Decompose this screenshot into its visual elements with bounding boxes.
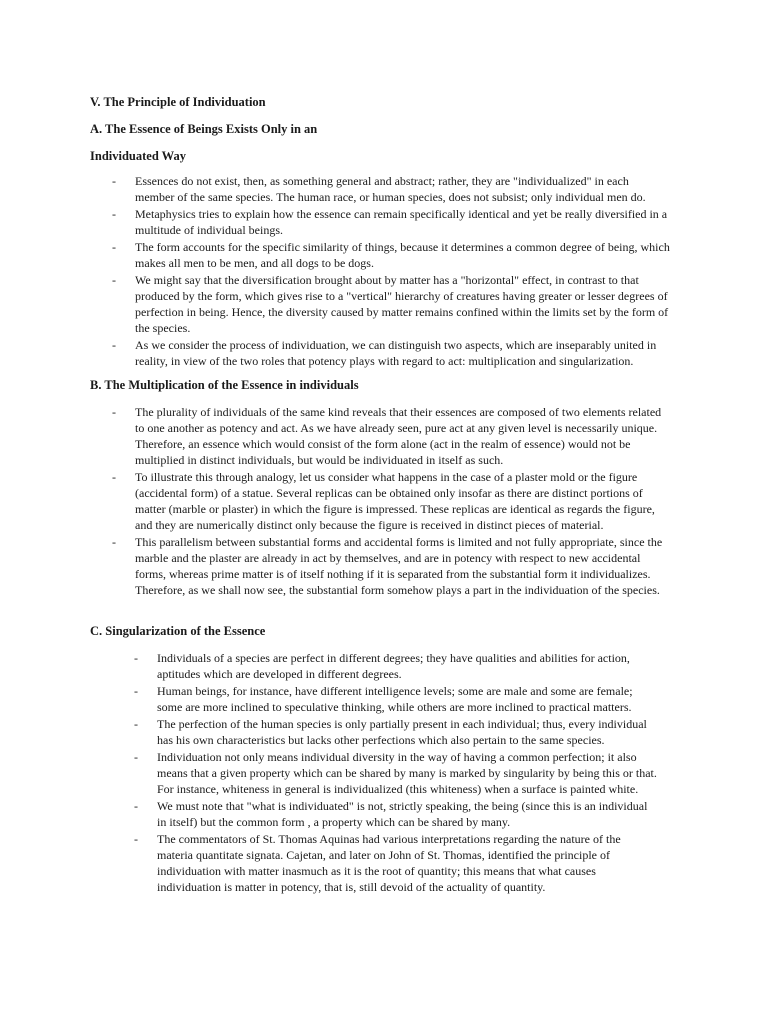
bullet-dash: - xyxy=(112,240,116,254)
list-item xyxy=(112,206,670,238)
list-item-text: The plurality of individuals of the same kind reveals that their essences are composed of two elements related to one another as potency and act. As we have already seen, pure act at any given level is necessarily unique. Therefore, an essence which would consist of the form alone (act in the realm of essence) would not be multiplied in distinct individuals, but would be individuated in itself as such. xyxy=(135,405,662,467)
list-item xyxy=(112,404,665,468)
subsection-c-title: C. Singularization of the Essence xyxy=(90,624,266,638)
bullet-dash: - xyxy=(134,750,138,764)
list-item xyxy=(112,239,670,271)
list-item xyxy=(134,749,657,797)
list-item-text: The form accounts for the specific similarity of things, because it determines a common degree of being, which makes all men to be men, and all dogs to be dogs. xyxy=(135,240,670,270)
list-item-text: We must note that "what is individuated" is not, strictly speaking, the being (since this is an individual in itself) but the common form , a property which can be shared by many. xyxy=(157,799,648,829)
list-item-text: Human beings, for instance, have different intelligence levels; some are male and some are female; some are more inclined to speculative thinking, while others are more inclined to practical matters. xyxy=(157,684,633,714)
list-item-text: To illustrate this through analogy, let us consider what happens in the case of a plaster mold or the figure (accidental form) of a statue. Several replicas can be obtained only insofar as there are distinct portions of matter (marble or plaster) in which the figure is impressed. These replicas are identical as regards the figure, and they are numerically distinct only because the figure is received in distinct pieces of material. xyxy=(135,470,655,532)
list-item-text: Essences do not exist, then, as something general and abstract; rather, they are "individualized" in each member of the same species. The human race, or human species, does not subsist; only individual men do. xyxy=(135,174,646,204)
bullet-dash: - xyxy=(112,470,116,484)
list-item-text: This parallelism between substantial forms and accidental forms is limited and not fully appropriate, since the marble and the plaster are already in act by themselves, and are in potency with respect to new accidental forms, whereas prime matter is of itself nothing if it is separated from the substantial form it individualizes. Therefore, as we shall now see, the substantial form somehow plays a part in the individuation of the species. xyxy=(135,535,663,597)
bullet-dash: - xyxy=(112,207,116,221)
list-item-text: Individuation not only means individual diversity in the way of having a common perfection; it also means that a given property which can be shared by many is marked by singularity by being this or that. For instance, whiteness in general is individualized (this whiteness) when a surface is painted white. xyxy=(157,750,657,796)
bullet-dash: - xyxy=(134,651,138,665)
list-item-text: Metaphysics tries to explain how the essence can remain specifically identical and yet be really diversified in a multitude of individual beings. xyxy=(135,207,668,237)
bullet-dash: - xyxy=(112,174,116,188)
subsection-c-list xyxy=(134,650,657,896)
subsection-b-list xyxy=(112,404,665,599)
list-item-text: We might say that the diversification brought about by matter has a "horizontal" effect, in contrast to that produced by the form, which gives rise to a "vertical" hierarchy of creatures having greater or lesser degrees of perfection in being. Hence, the diversity caused by matter remains confined within the limits set by the form of the species. xyxy=(135,273,669,335)
list-item-text: As we consider the process of individuation, we can distinguish two aspects, which are inseparably united in reality, in view of the two roles that potency plays with regard to act: multiplication and singularization. xyxy=(135,338,657,368)
list-item xyxy=(134,650,657,682)
section-title: V. The Principle of Individuation xyxy=(90,95,266,109)
list-item xyxy=(112,469,665,533)
list-item xyxy=(134,683,657,715)
bullet-dash: - xyxy=(134,832,138,846)
subsection-a-title: A. The Essence of Beings Exists Only in an xyxy=(90,122,318,136)
subsection-b-title: B. The Multiplication of the Essence in individuals xyxy=(90,378,359,392)
list-item xyxy=(112,173,670,205)
list-item xyxy=(134,831,657,895)
list-item xyxy=(112,337,670,369)
bullet-dash: - xyxy=(112,273,116,287)
list-item xyxy=(134,798,657,830)
bullet-dash: - xyxy=(134,799,138,813)
list-item-text: The perfection of the human species is only partially present in each individual; thus, every individual has his own characteristics but lacks other perfections which also pertain to the same species. xyxy=(157,717,647,747)
list-item xyxy=(112,272,670,336)
bullet-dash: - xyxy=(112,338,116,352)
subsection-a-list xyxy=(112,173,670,370)
list-item xyxy=(112,534,665,598)
bullet-dash: - xyxy=(134,717,138,731)
bullet-dash: - xyxy=(112,535,116,549)
list-item-text: The commentators of St. Thomas Aquinas had various interpretations regarding the nature of the materia quantitate signata. Cajetan, and later on John of St. Thomas, identified the principle of individuation with matter inasmuch as it is the root of quantity; this means that what causes individuation is matter in potency, that is, still devoid of the actuality of quantity. xyxy=(157,832,621,894)
list-item xyxy=(134,716,657,748)
bullet-dash: - xyxy=(112,405,116,419)
list-item-text: Individuals of a species are perfect in different degrees; they have qualities and abilities for action, aptitudes which are developed in different degrees. xyxy=(157,651,630,681)
subsection-a-title-continued: Individuated Way xyxy=(90,149,186,163)
bullet-dash: - xyxy=(134,684,138,698)
